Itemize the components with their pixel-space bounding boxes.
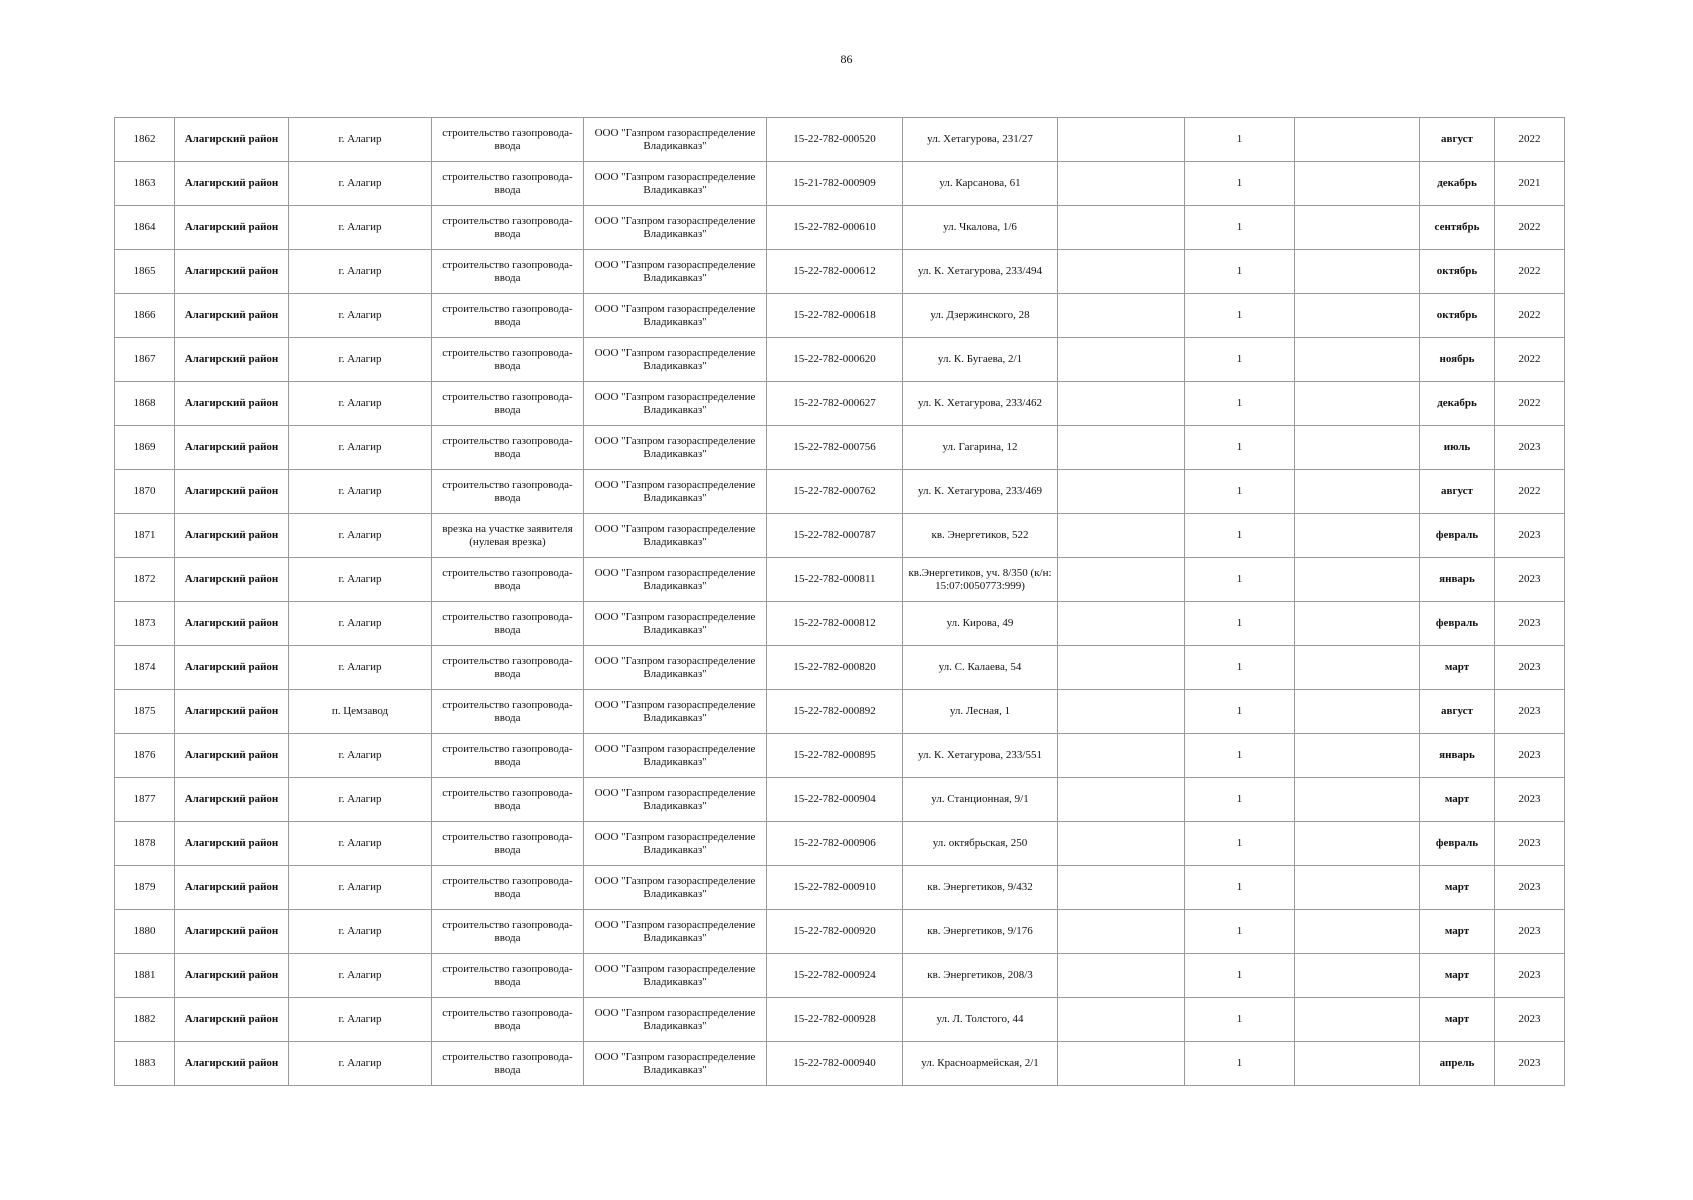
year-cell: 2022 [1495, 294, 1565, 338]
month-cell: сентябрь [1420, 206, 1495, 250]
row-number: 1877 [115, 778, 175, 822]
work-type-cell: строительство газопровода-ввода [432, 118, 584, 162]
year-cell: 2021 [1495, 162, 1565, 206]
table-row [115, 602, 1565, 646]
application-code-cell: 15-22-782-000892 [767, 690, 903, 734]
application-code-cell: 15-21-782-000909 [767, 162, 903, 206]
year-cell: 2023 [1495, 866, 1565, 910]
organization-cell: ООО "Газпром газораспределение Владикавказ" [584, 602, 767, 646]
table-row [115, 1042, 1565, 1086]
application-code-cell: 15-22-782-000904 [767, 778, 903, 822]
row-number: 1872 [115, 558, 175, 602]
count-cell: 1 [1185, 866, 1295, 910]
registry-rows [115, 118, 1565, 1086]
locality-cell: г. Алагир [289, 294, 432, 338]
month-cell: январь [1420, 734, 1495, 778]
address-cell: ул. Гагарина, 12 [903, 426, 1058, 470]
count-cell: 1 [1185, 426, 1295, 470]
application-code-cell: 15-22-782-000928 [767, 998, 903, 1042]
empty-cell [1295, 1042, 1420, 1086]
count-cell: 1 [1185, 646, 1295, 690]
empty-cell [1058, 1042, 1185, 1086]
address-cell: ул. С. Калаева, 54 [903, 646, 1058, 690]
empty-cell [1058, 294, 1185, 338]
district-cell: Алагирский район [175, 954, 289, 998]
district-cell: Алагирский район [175, 734, 289, 778]
organization-cell: ООО "Газпром газораспределение Владикавказ" [584, 910, 767, 954]
locality-cell: г. Алагир [289, 382, 432, 426]
row-number: 1870 [115, 470, 175, 514]
empty-cell [1295, 338, 1420, 382]
application-code-cell: 15-22-782-000762 [767, 470, 903, 514]
work-type-cell: строительство газопровода-ввода [432, 998, 584, 1042]
district-cell: Алагирский район [175, 690, 289, 734]
district-cell: Алагирский район [175, 470, 289, 514]
table-row [115, 162, 1565, 206]
month-cell: январь [1420, 558, 1495, 602]
work-type-cell: строительство газопровода-ввода [432, 734, 584, 778]
table-row [115, 250, 1565, 294]
year-cell: 2023 [1495, 954, 1565, 998]
empty-cell [1058, 558, 1185, 602]
address-cell: ул. Хетагурова, 231/27 [903, 118, 1058, 162]
district-cell: Алагирский район [175, 778, 289, 822]
row-number: 1869 [115, 426, 175, 470]
empty-cell [1295, 778, 1420, 822]
empty-cell [1058, 470, 1185, 514]
district-cell: Алагирский район [175, 514, 289, 558]
organization-cell: ООО "Газпром газораспределение Владикавказ" [584, 778, 767, 822]
work-type-cell: строительство газопровода-ввода [432, 910, 584, 954]
locality-cell: п. Цемзавод [289, 690, 432, 734]
work-type-cell: строительство газопровода-ввода [432, 382, 584, 426]
locality-cell: г. Алагир [289, 470, 432, 514]
application-code-cell: 15-22-782-000920 [767, 910, 903, 954]
work-type-cell: строительство газопровода-ввода [432, 558, 584, 602]
count-cell: 1 [1185, 558, 1295, 602]
empty-cell [1295, 294, 1420, 338]
table-row [115, 954, 1565, 998]
locality-cell: г. Алагир [289, 118, 432, 162]
year-cell: 2022 [1495, 206, 1565, 250]
row-number: 1868 [115, 382, 175, 426]
empty-cell [1295, 910, 1420, 954]
month-cell: август [1420, 470, 1495, 514]
application-code-cell: 15-22-782-000520 [767, 118, 903, 162]
organization-cell: ООО "Газпром газораспределение Владикавказ" [584, 426, 767, 470]
year-cell: 2023 [1495, 514, 1565, 558]
empty-cell [1295, 558, 1420, 602]
organization-cell: ООО "Газпром газораспределение Владикавказ" [584, 206, 767, 250]
count-cell: 1 [1185, 162, 1295, 206]
row-number: 1878 [115, 822, 175, 866]
empty-cell [1058, 778, 1185, 822]
application-code-cell: 15-22-782-000627 [767, 382, 903, 426]
year-cell: 2023 [1495, 690, 1565, 734]
empty-cell [1295, 250, 1420, 294]
district-cell: Алагирский район [175, 558, 289, 602]
month-cell: июль [1420, 426, 1495, 470]
count-cell: 1 [1185, 338, 1295, 382]
row-number: 1876 [115, 734, 175, 778]
empty-cell [1058, 338, 1185, 382]
row-number: 1864 [115, 206, 175, 250]
work-type-cell: строительство газопровода-ввода [432, 602, 584, 646]
district-cell: Алагирский район [175, 1042, 289, 1086]
month-cell: апрель [1420, 1042, 1495, 1086]
work-type-cell: строительство газопровода-ввода [432, 250, 584, 294]
row-number: 1882 [115, 998, 175, 1042]
work-type-cell: строительство газопровода-ввода [432, 470, 584, 514]
district-cell: Алагирский район [175, 602, 289, 646]
year-cell: 2023 [1495, 778, 1565, 822]
count-cell: 1 [1185, 822, 1295, 866]
empty-cell [1058, 206, 1185, 250]
address-cell: ул. К. Хетагурова, 233/551 [903, 734, 1058, 778]
address-cell: кв. Энергетиков, 9/432 [903, 866, 1058, 910]
empty-cell [1295, 382, 1420, 426]
count-cell: 1 [1185, 250, 1295, 294]
application-code-cell: 15-22-782-000820 [767, 646, 903, 690]
empty-cell [1058, 426, 1185, 470]
empty-cell [1058, 866, 1185, 910]
empty-cell [1295, 602, 1420, 646]
month-cell: март [1420, 866, 1495, 910]
row-number: 1865 [115, 250, 175, 294]
work-type-cell: строительство газопровода-ввода [432, 954, 584, 998]
locality-cell: г. Алагир [289, 910, 432, 954]
organization-cell: ООО "Газпром газораспределение Владикавказ" [584, 734, 767, 778]
year-cell: 2023 [1495, 822, 1565, 866]
locality-cell: г. Алагир [289, 514, 432, 558]
table-row [115, 646, 1565, 690]
year-cell: 2023 [1495, 998, 1565, 1042]
empty-cell [1058, 690, 1185, 734]
registry-table [114, 117, 1565, 1086]
month-cell: ноябрь [1420, 338, 1495, 382]
organization-cell: ООО "Газпром газораспределение Владикавказ" [584, 470, 767, 514]
work-type-cell: строительство газопровода-ввода [432, 162, 584, 206]
month-cell: март [1420, 954, 1495, 998]
locality-cell: г. Алагир [289, 998, 432, 1042]
table-row [115, 778, 1565, 822]
district-cell: Алагирский район [175, 866, 289, 910]
organization-cell: ООО "Газпром газораспределение Владикавказ" [584, 646, 767, 690]
month-cell: март [1420, 646, 1495, 690]
row-number: 1881 [115, 954, 175, 998]
organization-cell: ООО "Газпром газораспределение Владикавказ" [584, 162, 767, 206]
empty-cell [1058, 250, 1185, 294]
empty-cell [1295, 998, 1420, 1042]
address-cell: ул. К. Хетагурова, 233/462 [903, 382, 1058, 426]
work-type-cell: строительство газопровода-ввода [432, 426, 584, 470]
organization-cell: ООО "Газпром газораспределение Владикавказ" [584, 558, 767, 602]
empty-cell [1058, 602, 1185, 646]
row-number: 1867 [115, 338, 175, 382]
empty-cell [1295, 822, 1420, 866]
count-cell: 1 [1185, 998, 1295, 1042]
address-cell: ул. октябрьская, 250 [903, 822, 1058, 866]
empty-cell [1295, 734, 1420, 778]
empty-cell [1058, 954, 1185, 998]
empty-cell [1295, 426, 1420, 470]
page-number: 86 [840, 52, 853, 66]
organization-cell: ООО "Газпром газораспределение Владикавказ" [584, 514, 767, 558]
row-number: 1880 [115, 910, 175, 954]
count-cell: 1 [1185, 514, 1295, 558]
table-row [115, 206, 1565, 250]
work-type-cell: строительство газопровода-ввода [432, 778, 584, 822]
district-cell: Алагирский район [175, 382, 289, 426]
locality-cell: г. Алагир [289, 206, 432, 250]
month-cell: август [1420, 118, 1495, 162]
empty-cell [1058, 118, 1185, 162]
application-code-cell: 15-22-782-000620 [767, 338, 903, 382]
application-code-cell: 15-22-782-000906 [767, 822, 903, 866]
address-cell: ул. К. Бугаева, 2/1 [903, 338, 1058, 382]
empty-cell [1058, 910, 1185, 954]
month-cell: декабрь [1420, 382, 1495, 426]
row-number: 1863 [115, 162, 175, 206]
empty-cell [1058, 998, 1185, 1042]
application-code-cell: 15-22-782-000895 [767, 734, 903, 778]
application-code-cell: 15-22-782-000811 [767, 558, 903, 602]
empty-cell [1295, 118, 1420, 162]
address-cell: кв. Энергетиков, 9/176 [903, 910, 1058, 954]
empty-cell [1295, 470, 1420, 514]
empty-cell [1058, 514, 1185, 558]
locality-cell: г. Алагир [289, 866, 432, 910]
application-code-cell: 15-22-782-000612 [767, 250, 903, 294]
month-cell: март [1420, 778, 1495, 822]
row-number: 1862 [115, 118, 175, 162]
row-number: 1871 [115, 514, 175, 558]
month-cell: февраль [1420, 514, 1495, 558]
year-cell: 2023 [1495, 558, 1565, 602]
empty-cell [1295, 514, 1420, 558]
application-code-cell: 15-22-782-000618 [767, 294, 903, 338]
count-cell: 1 [1185, 734, 1295, 778]
organization-cell: ООО "Газпром газораспределение Владикавказ" [584, 1042, 767, 1086]
organization-cell: ООО "Газпром газораспределение Владикавказ" [584, 822, 767, 866]
address-cell: кв. Энергетиков, 208/3 [903, 954, 1058, 998]
address-cell: кв. Энергетиков, 522 [903, 514, 1058, 558]
organization-cell: ООО "Газпром газораспределение Владикавказ" [584, 250, 767, 294]
work-type-cell: строительство газопровода-ввода [432, 822, 584, 866]
month-cell: март [1420, 998, 1495, 1042]
organization-cell: ООО "Газпром газораспределение Владикавказ" [584, 294, 767, 338]
empty-cell [1295, 690, 1420, 734]
table-row [115, 338, 1565, 382]
district-cell: Алагирский район [175, 646, 289, 690]
address-cell: ул. Чкалова, 1/6 [903, 206, 1058, 250]
locality-cell: г. Алагир [289, 734, 432, 778]
table-row [115, 998, 1565, 1042]
application-code-cell: 15-22-782-000940 [767, 1042, 903, 1086]
address-cell: ул. Лесная, 1 [903, 690, 1058, 734]
count-cell: 1 [1185, 206, 1295, 250]
month-cell: декабрь [1420, 162, 1495, 206]
year-cell: 2022 [1495, 470, 1565, 514]
month-cell: октябрь [1420, 294, 1495, 338]
work-type-cell: строительство газопровода-ввода [432, 866, 584, 910]
work-type-cell: строительство газопровода-ввода [432, 646, 584, 690]
count-cell: 1 [1185, 382, 1295, 426]
count-cell: 1 [1185, 294, 1295, 338]
district-cell: Алагирский район [175, 910, 289, 954]
locality-cell: г. Алагир [289, 954, 432, 998]
month-cell: август [1420, 690, 1495, 734]
month-cell: февраль [1420, 602, 1495, 646]
organization-cell: ООО "Газпром газораспределение Владикавказ" [584, 690, 767, 734]
empty-cell [1295, 954, 1420, 998]
empty-cell [1295, 866, 1420, 910]
organization-cell: ООО "Газпром газораспределение Владикавказ" [584, 338, 767, 382]
year-cell: 2023 [1495, 646, 1565, 690]
year-cell: 2023 [1495, 1042, 1565, 1086]
address-cell: ул. Красноармейская, 2/1 [903, 1042, 1058, 1086]
month-cell: февраль [1420, 822, 1495, 866]
address-cell: ул. Станционная, 9/1 [903, 778, 1058, 822]
address-cell: ул. К. Хетагурова, 233/494 [903, 250, 1058, 294]
locality-cell: г. Алагир [289, 558, 432, 602]
address-cell: ул. Л. Толстого, 44 [903, 998, 1058, 1042]
count-cell: 1 [1185, 1042, 1295, 1086]
table-row [115, 426, 1565, 470]
empty-cell [1295, 162, 1420, 206]
table-row [115, 690, 1565, 734]
locality-cell: г. Алагир [289, 822, 432, 866]
empty-cell [1058, 822, 1185, 866]
count-cell: 1 [1185, 690, 1295, 734]
table-row [115, 514, 1565, 558]
district-cell: Алагирский район [175, 294, 289, 338]
count-cell: 1 [1185, 118, 1295, 162]
year-cell: 2023 [1495, 910, 1565, 954]
district-cell: Алагирский район [175, 162, 289, 206]
work-type-cell: строительство газопровода-ввода [432, 338, 584, 382]
organization-cell: ООО "Газпром газораспределение Владикавказ" [584, 998, 767, 1042]
year-cell: 2023 [1495, 734, 1565, 778]
district-cell: Алагирский район [175, 998, 289, 1042]
table-row [115, 294, 1565, 338]
table-row [115, 866, 1565, 910]
application-code-cell: 15-22-782-000812 [767, 602, 903, 646]
application-code-cell: 15-22-782-000756 [767, 426, 903, 470]
table-row [115, 382, 1565, 426]
row-number: 1874 [115, 646, 175, 690]
organization-cell: ООО "Газпром газораспределение Владикавказ" [584, 382, 767, 426]
table-row [115, 734, 1565, 778]
application-code-cell: 15-22-782-000787 [767, 514, 903, 558]
organization-cell: ООО "Газпром газораспределение Владикавказ" [584, 954, 767, 998]
application-code-cell: 15-22-782-000610 [767, 206, 903, 250]
row-number: 1866 [115, 294, 175, 338]
count-cell: 1 [1185, 778, 1295, 822]
locality-cell: г. Алагир [289, 426, 432, 470]
organization-cell: ООО "Газпром газораспределение Владикавказ" [584, 118, 767, 162]
month-cell: март [1420, 910, 1495, 954]
district-cell: Алагирский район [175, 426, 289, 470]
month-cell: октябрь [1420, 250, 1495, 294]
locality-cell: г. Алагир [289, 646, 432, 690]
address-cell: ул. Кирова, 49 [903, 602, 1058, 646]
year-cell: 2022 [1495, 382, 1565, 426]
work-type-cell: строительство газопровода-ввода [432, 690, 584, 734]
table-row [115, 470, 1565, 514]
application-code-cell: 15-22-782-000910 [767, 866, 903, 910]
locality-cell: г. Алагир [289, 778, 432, 822]
year-cell: 2022 [1495, 250, 1565, 294]
address-cell: кв.Энергетиков, уч. 8/350 (к/н: 15:07:0050773:999) [903, 558, 1058, 602]
address-cell: ул. Карсанова, 61 [903, 162, 1058, 206]
application-code-cell: 15-22-782-000924 [767, 954, 903, 998]
count-cell: 1 [1185, 910, 1295, 954]
organization-cell: ООО "Газпром газораспределение Владикавказ" [584, 866, 767, 910]
work-type-cell: строительство газопровода-ввода [432, 206, 584, 250]
row-number: 1883 [115, 1042, 175, 1086]
table-row [115, 118, 1565, 162]
locality-cell: г. Алагир [289, 602, 432, 646]
year-cell: 2023 [1495, 602, 1565, 646]
district-cell: Алагирский район [175, 338, 289, 382]
count-cell: 1 [1185, 470, 1295, 514]
year-cell: 2022 [1495, 338, 1565, 382]
count-cell: 1 [1185, 602, 1295, 646]
district-cell: Алагирский район [175, 822, 289, 866]
row-number: 1873 [115, 602, 175, 646]
empty-cell [1295, 206, 1420, 250]
empty-cell [1058, 734, 1185, 778]
work-type-cell: врезка на участке заявителя (нулевая врезка) [432, 514, 584, 558]
empty-cell [1058, 646, 1185, 690]
locality-cell: г. Алагир [289, 1042, 432, 1086]
work-type-cell: строительство газопровода-ввода [432, 294, 584, 338]
district-cell: Алагирский район [175, 206, 289, 250]
locality-cell: г. Алагир [289, 338, 432, 382]
locality-cell: г. Алагир [289, 162, 432, 206]
empty-cell [1295, 646, 1420, 690]
table-row [115, 910, 1565, 954]
count-cell: 1 [1185, 954, 1295, 998]
year-cell: 2022 [1495, 118, 1565, 162]
work-type-cell: строительство газопровода-ввода [432, 1042, 584, 1086]
district-cell: Алагирский район [175, 250, 289, 294]
row-number: 1875 [115, 690, 175, 734]
district-cell: Алагирский район [175, 118, 289, 162]
row-number: 1879 [115, 866, 175, 910]
locality-cell: г. Алагир [289, 250, 432, 294]
address-cell: ул. К. Хетагурова, 233/469 [903, 470, 1058, 514]
table-row [115, 822, 1565, 866]
empty-cell [1058, 162, 1185, 206]
address-cell: ул. Дзержинского, 28 [903, 294, 1058, 338]
empty-cell [1058, 382, 1185, 426]
table-row [115, 558, 1565, 602]
year-cell: 2023 [1495, 426, 1565, 470]
